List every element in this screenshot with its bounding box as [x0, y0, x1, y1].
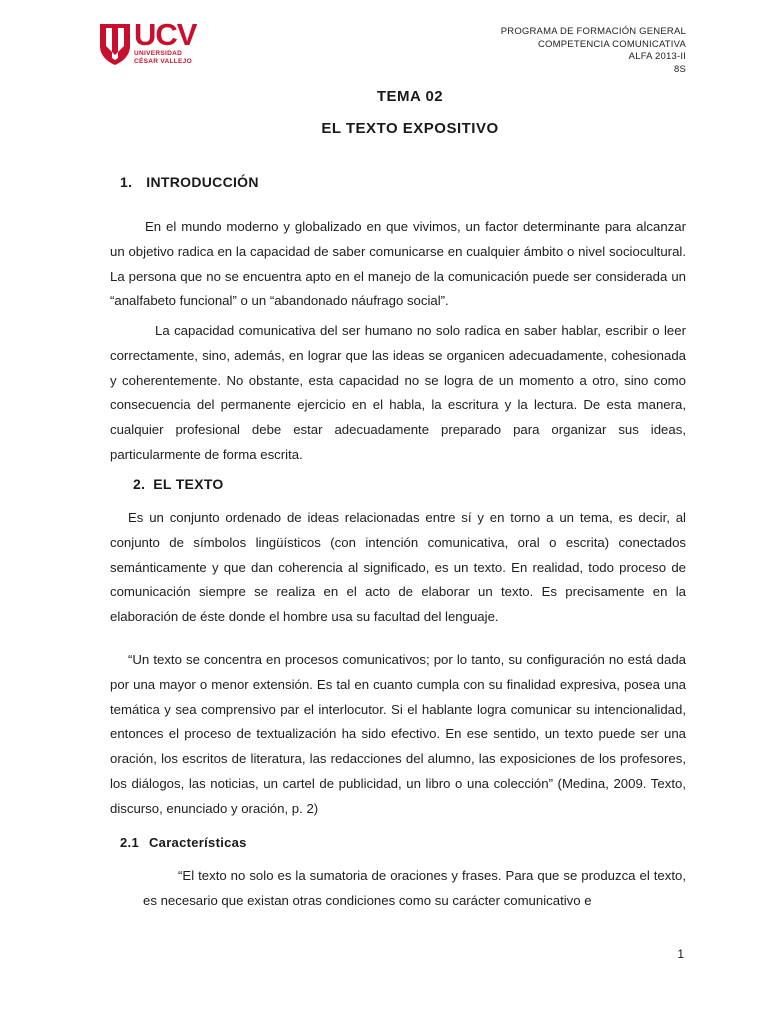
paragraph: La capacidad comunicativa del ser humano no solo radica en saber hablar, escribir o leer correctamente, sino, además, en lograr que las ideas se organicen adecuadamente, cohesionada y coherentemente. No obstante, esta capacidad no se logra de un momento a otro, sino como consecuencia del permanente ejercicio en el habla, la escritura y la lectura. De esta manera, cualquier profesional debe estar adecuadamente preparado para organizar sus ideas, particularmente de forma escrita. [110, 323, 686, 462]
header-program: PROGRAMA DE FORMACIÓN GENERAL [500, 26, 686, 37]
paragraph: En el mundo moderno y globalizado en que vivimos, un factor determinante para alcanzar un objetivo radica en la capacidad de saber comunicarse en cualquier ámbito o nivel sociocultural. La persona que no se encuentra apto en el manejo de la comunicación puede ser considerada un “analfabeto funcional” o un “abandonado náufrago social”. [110, 219, 686, 309]
section-title: Características [148, 835, 247, 850]
section-number: 2.1 [120, 835, 139, 850]
page-number: 1 [677, 947, 684, 961]
logo-line-2: CÉSAR VALLEJO [134, 58, 192, 65]
header-code: 8S [673, 63, 686, 75]
header-info [501, 26, 686, 76]
subsection-heading-caracteristicas [120, 835, 247, 850]
section-title: EL TEXTO [153, 476, 224, 492]
section-number: 2. [133, 476, 146, 492]
section-heading-el-texto [133, 476, 224, 492]
ucv-emblem-icon [98, 22, 132, 66]
header-term: ALFA 2013-II [628, 51, 686, 62]
topic-title: TEMA 02 [376, 88, 444, 105]
quote-paragraph: “Un texto se concentra en procesos comunicativos; por lo tanto, su configuración no está dada por una mayor o menor extensión. Es tal en cuanto cumpla con su finalidad expresiva, posea una temática y sea comprensivo par el interlocutor. Si el hablante logra comunicar su intencionalidad, entonces el proceso de textualización ha sido efectivo. En ese sentido, un texto puede ser una oración, los escritos de literatura, las redacciones del alumno, las exposiciones de los profesores, los diálogos, las noticias, un cartel de publicidad, un libro o una colección” (Medina, 2009. Texto, discurso, enunciado y oración, p. 2) [110, 652, 686, 816]
header-course: COMPETENCIA COMUNICATIVA [537, 38, 686, 50]
paragraph: Es un conjunto ordenado de ideas relacionadas entre sí y en torno a un tema, es decir, al conjunto de símbolos lingüísticos (con intención comunicativa, oral o escrita) conectados semánticamente y que dan coherencia al significado, es un texto. En realidad, todo proceso de comunicación siempre se realiza en el acto de elaborar un texto. Es precisamente en la elaboración de éste donde el hombre usa su facultad del lenguaje. [110, 510, 686, 625]
section-heading-introduccion [120, 174, 259, 190]
ucv-logo [98, 17, 198, 68]
logo-line-1: UNIVERSIDAD [134, 50, 183, 57]
paragraph: “El texto no solo es la sumatoria de oraciones y frases. Para que se produzca el texto, es necesario que existan otras condiciones como su carácter comunicativo e [143, 868, 686, 908]
main-title: EL TEXTO EXPOSITIVO [321, 120, 499, 137]
section-title: INTRODUCCIÓN [146, 174, 259, 190]
section-number: 1. [120, 174, 133, 190]
logo-brand: UCV [134, 17, 197, 52]
